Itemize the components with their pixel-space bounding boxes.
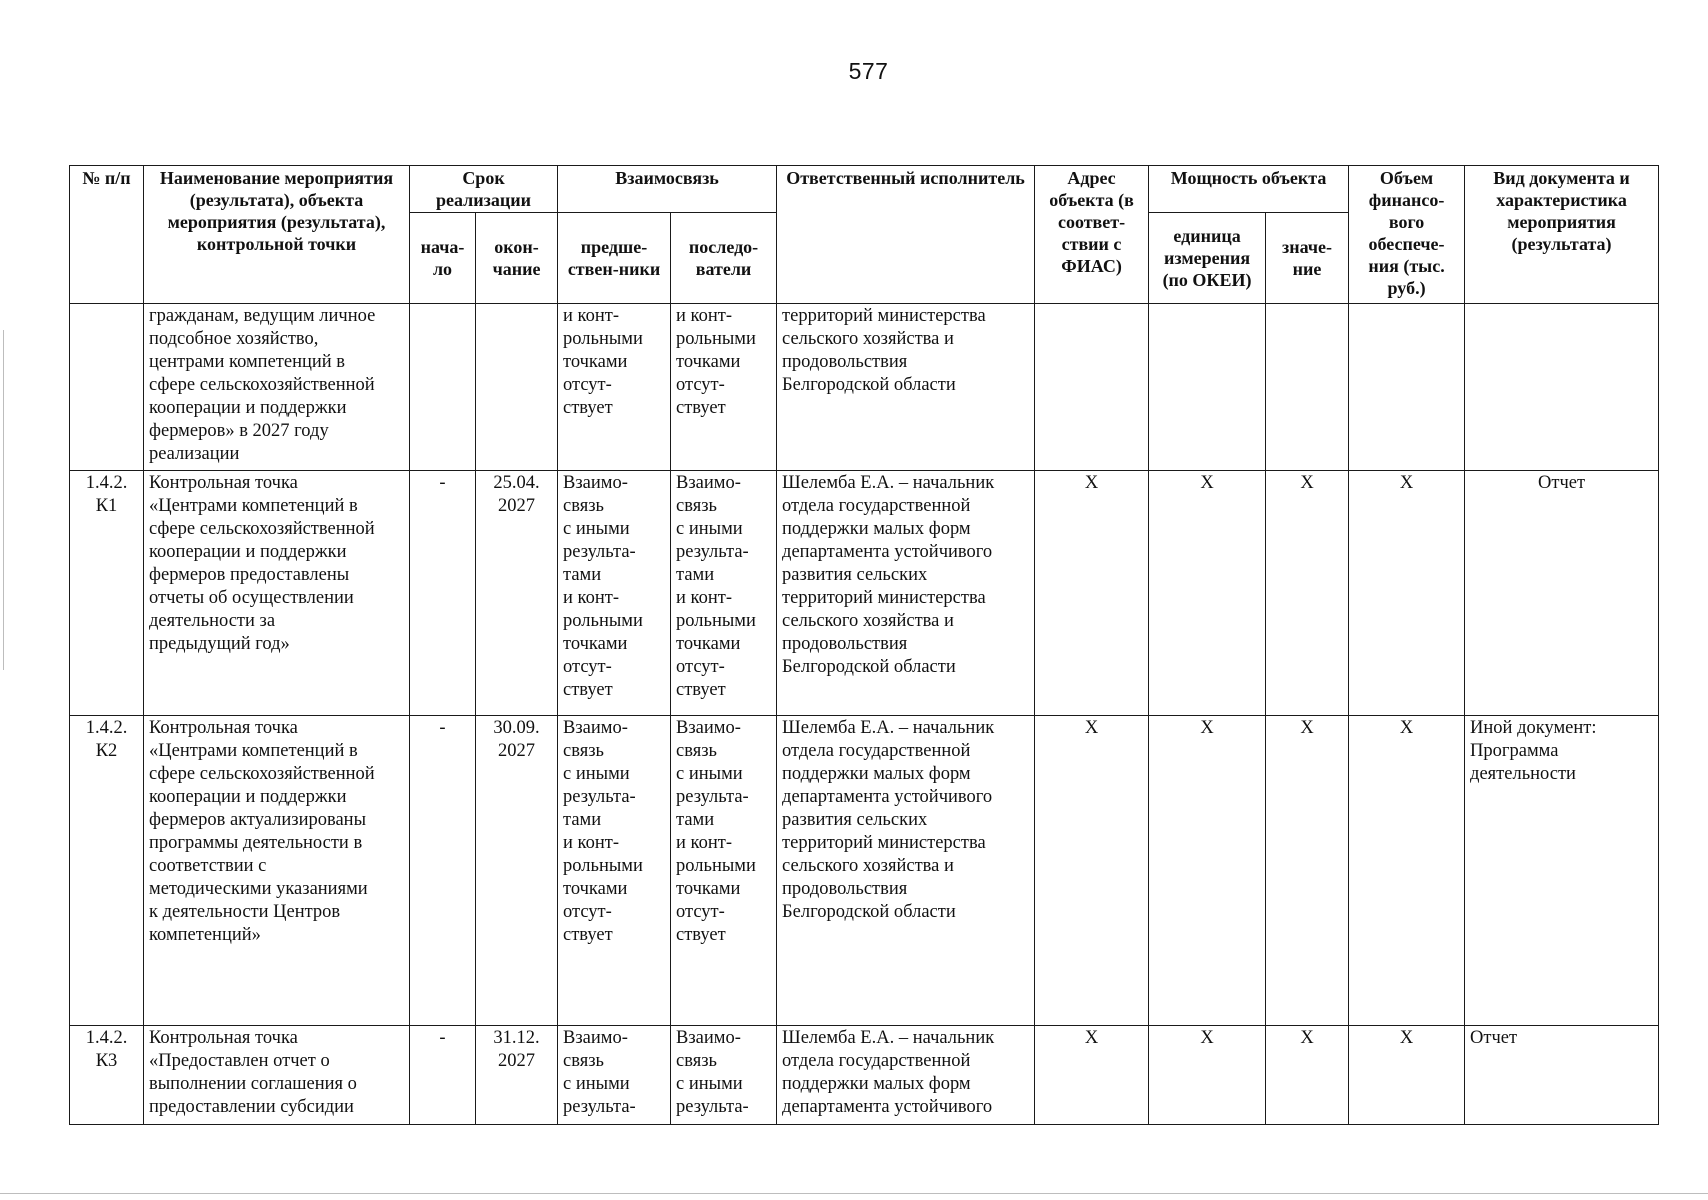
header-capacity-value: значе-ние	[1266, 213, 1349, 304]
header-link-next: последо-ватели	[671, 213, 777, 304]
cell-line: кооперации и поддержки	[149, 787, 347, 807]
cell-line: «Центрами компетенций в	[149, 496, 358, 516]
cell-line: с иными	[676, 1074, 743, 1094]
cell-line: компетенций»	[149, 925, 261, 945]
cell-line: центрами компетенций в	[149, 352, 346, 372]
row-predecessors	[558, 1026, 671, 1125]
cell-line: Контрольная точка	[149, 473, 298, 493]
row-capacity-unit: X	[1149, 1026, 1266, 1125]
cell-line: отсут-	[563, 375, 612, 395]
header-doc: Вид документа и характеристика мероприятия (результата)	[1465, 166, 1659, 304]
row-capacity-unit: X	[1149, 471, 1266, 716]
cell-line: продовольствия	[782, 879, 908, 899]
cell-line: Иной документ:	[1470, 718, 1597, 738]
row-start: -	[410, 1026, 476, 1125]
header-term-start: нача-ло	[410, 213, 476, 304]
cell-line: поддержки малых форм	[782, 764, 971, 784]
table-row	[70, 304, 1659, 471]
cell-line: гражданам, ведущим личное	[149, 306, 376, 326]
header-term-end: окон-чание	[476, 213, 558, 304]
row-finance: X	[1349, 716, 1465, 1026]
row-successors	[671, 304, 777, 471]
row-name	[144, 471, 410, 716]
cell-line: точками	[676, 634, 741, 654]
row-capacity-value: X	[1266, 471, 1349, 716]
cell-line: результа-	[676, 787, 749, 807]
cell-line: сфере сельскохозяйственной	[149, 764, 375, 784]
row-document: Отчет	[1465, 471, 1659, 716]
row-name	[144, 716, 410, 1026]
row-capacity-value: X	[1266, 1026, 1349, 1125]
cell-line: ствует	[563, 680, 613, 700]
cell-line: Шелемба Е.А. – начальник	[782, 1028, 995, 1048]
cell-line: результа-	[563, 1097, 636, 1117]
cell-line: и конт-	[563, 833, 619, 853]
row-document: Отчет	[1465, 1026, 1659, 1125]
cell-line: связь	[676, 741, 717, 761]
header-executor: Ответственный исполнитель	[777, 166, 1035, 304]
cell-line: с иными	[563, 519, 630, 539]
cell-line: Взаимо-	[563, 473, 628, 493]
cell-line: к деятельности Центров	[149, 902, 341, 922]
cell-line: с иными	[676, 764, 743, 784]
cell-line: и конт-	[676, 588, 732, 608]
cell-line: Взаимо-	[676, 473, 741, 493]
row-number: 1.4.2. К3	[70, 1026, 144, 1125]
row-predecessors	[558, 304, 671, 471]
cell-line: деятельности	[1470, 764, 1576, 784]
cell-line: поддержки малых форм	[782, 519, 971, 539]
row-successors	[671, 471, 777, 716]
cell-line: точками	[563, 352, 628, 372]
cell-line: отсут-	[676, 375, 725, 395]
cell-line: ствует	[676, 925, 726, 945]
cell-line: тами	[676, 565, 715, 585]
table-row	[70, 471, 1659, 716]
row-executor	[777, 304, 1035, 471]
row-capacity-unit: X	[1149, 716, 1266, 1026]
cell-line: Контрольная точка	[149, 718, 298, 738]
cell-line: отдела государственной	[782, 741, 971, 761]
cell-line: Шелемба Е.А. – начальник	[782, 718, 995, 738]
cell-line: рольными	[676, 329, 756, 349]
cell-line: с иными	[563, 764, 630, 784]
cell-line: ствует	[676, 680, 726, 700]
cell-line: связь	[676, 1051, 717, 1071]
cell-line: рольными	[563, 611, 643, 631]
cell-line: и конт-	[676, 833, 732, 853]
table-row	[70, 1026, 1659, 1125]
cell-line: развития сельских	[782, 810, 928, 830]
header-capacity: Мощность объекта	[1149, 166, 1349, 213]
scan-edge-bottom	[0, 1193, 1708, 1194]
cell-line: сфере сельскохозяйственной	[149, 375, 375, 395]
row-end: 25.04. 2027	[476, 471, 558, 716]
cell-line: сельского хозяйства и	[782, 611, 954, 631]
row-executor	[777, 1026, 1035, 1125]
header-name: Наименование мероприятия (результата), объекта мероприятия (результата), контрольной точки	[144, 166, 410, 304]
cell-line: отсут-	[563, 657, 612, 677]
cell-line: Взаимо-	[676, 1028, 741, 1048]
cell-line: территорий министерства	[782, 306, 986, 326]
cell-line: Белгородской области	[782, 375, 956, 395]
row-successors	[671, 716, 777, 1026]
cell-line: деятельности за	[149, 611, 276, 631]
row-capacity-value	[1266, 304, 1349, 471]
cell-line: тами	[563, 565, 602, 585]
cell-line: связь	[563, 741, 604, 761]
cell-line: подсобное хозяйство,	[149, 329, 319, 349]
cell-line: и конт-	[563, 306, 619, 326]
header-capacity-unit: единица измерения (по ОКЕИ)	[1149, 213, 1266, 304]
cell-line: отдела государственной	[782, 496, 971, 516]
header-address: Адрес объекта (в соответ-ствии с ФИАС)	[1035, 166, 1149, 304]
cell-line: ствует	[676, 398, 726, 418]
cell-line: точками	[563, 634, 628, 654]
cell-line: развития сельских	[782, 565, 928, 585]
cell-line: точками	[563, 879, 628, 899]
cell-line: поддержки малых форм	[782, 1074, 971, 1094]
cell-line: связь	[676, 496, 717, 516]
cell-line: результа-	[563, 542, 636, 562]
cell-line: отсут-	[676, 657, 725, 677]
cell-line: отдела государственной	[782, 1051, 971, 1071]
cell-line: департамента устойчивого	[782, 787, 993, 807]
row-end: 31.12. 2027	[476, 1026, 558, 1125]
cell-line: и конт-	[676, 306, 732, 326]
cell-line: предоставлении субсидии	[149, 1097, 354, 1117]
cell-line: соответствии с	[149, 856, 267, 876]
cell-line: департамента устойчивого	[782, 542, 993, 562]
row-executor	[777, 716, 1035, 1026]
cell-line: фермеров актуализированы	[149, 810, 366, 830]
table-row	[70, 716, 1659, 1026]
cell-line: сельского хозяйства и	[782, 329, 954, 349]
cell-line: отчеты об осуществлении	[149, 588, 354, 608]
row-end: 30.09. 2027	[476, 716, 558, 1026]
cell-line: Контрольная точка	[149, 1028, 298, 1048]
cell-line: связь	[563, 496, 604, 516]
cell-line: с иными	[676, 519, 743, 539]
cell-line: Взаимо-	[563, 718, 628, 738]
cell-line: рольными	[676, 856, 756, 876]
cell-line: территорий министерства	[782, 833, 986, 853]
cell-line: кооперации и поддержки	[149, 398, 347, 418]
row-document	[1465, 716, 1659, 1026]
row-number: 1.4.2. К2	[70, 716, 144, 1026]
cell-line: точками	[676, 352, 741, 372]
cell-line: кооперации и поддержки	[149, 542, 347, 562]
row-number	[70, 304, 144, 471]
scan-edge-left	[3, 330, 4, 670]
cell-line: фермеров» в 2027 году	[149, 421, 329, 441]
header-term: Срок реализации	[410, 166, 558, 213]
cell-line: результа-	[563, 787, 636, 807]
cell-line: рольными	[563, 329, 643, 349]
header-num: № п/п	[70, 166, 144, 304]
cell-line: Взаимо-	[563, 1028, 628, 1048]
cell-line: фермеров предоставлены	[149, 565, 350, 585]
cell-line: продовольствия	[782, 352, 908, 372]
cell-line: результа-	[676, 1097, 749, 1117]
row-address: X	[1035, 1026, 1149, 1125]
cell-line: и конт-	[563, 588, 619, 608]
cell-line: рольными	[676, 611, 756, 631]
cell-line: методическими указаниями	[149, 879, 368, 899]
cell-line: реализации	[149, 444, 240, 464]
row-executor	[777, 471, 1035, 716]
header-link: Взаимосвязь	[558, 166, 777, 213]
row-finance	[1349, 304, 1465, 471]
cell-line: «Центрами компетенций в	[149, 741, 358, 761]
cell-line: продовольствия	[782, 634, 908, 654]
header-link-prev: предше-ствен-ники	[558, 213, 671, 304]
row-address: X	[1035, 716, 1149, 1026]
row-name	[144, 1026, 410, 1125]
row-end	[476, 304, 558, 471]
cell-line: Шелемба Е.А. – начальник	[782, 473, 995, 493]
cell-line: отсут-	[563, 902, 612, 922]
cell-line: точками	[676, 879, 741, 899]
cell-line: Взаимо-	[676, 718, 741, 738]
row-successors	[671, 1026, 777, 1125]
table-body	[70, 304, 1659, 1125]
cell-line: «Предоставлен отчет о	[149, 1051, 330, 1071]
cell-line: рольными	[563, 856, 643, 876]
row-number: 1.4.2. К1	[70, 471, 144, 716]
cell-line: Белгородской области	[782, 657, 956, 677]
row-capacity-unit	[1149, 304, 1266, 471]
row-finance: X	[1349, 1026, 1465, 1125]
cell-line: с иными	[563, 1074, 630, 1094]
row-start: -	[410, 716, 476, 1026]
cell-line: тами	[676, 810, 715, 830]
cell-line: сельского хозяйства и	[782, 856, 954, 876]
cell-line: территорий министерства	[782, 588, 986, 608]
cell-line: предыдущий год»	[149, 634, 290, 654]
row-finance: X	[1349, 471, 1465, 716]
plan-table	[69, 165, 1659, 1125]
row-start: -	[410, 471, 476, 716]
cell-line: Белгородской области	[782, 902, 956, 922]
cell-line: программы деятельности в	[149, 833, 363, 853]
row-predecessors	[558, 716, 671, 1026]
cell-line: департамента устойчивого	[782, 1097, 993, 1117]
row-address: X	[1035, 471, 1149, 716]
row-capacity-value: X	[1266, 716, 1349, 1026]
row-document	[1465, 304, 1659, 471]
cell-line: Программа	[1470, 741, 1559, 761]
cell-line: ствует	[563, 398, 613, 418]
row-address	[1035, 304, 1149, 471]
row-start	[410, 304, 476, 471]
page-number: 577	[848, 58, 889, 84]
cell-line: отсут-	[676, 902, 725, 922]
row-name	[144, 304, 410, 471]
cell-line: сфере сельскохозяйственной	[149, 519, 375, 539]
cell-line: связь	[563, 1051, 604, 1071]
cell-line: тами	[563, 810, 602, 830]
cell-line: выполнении соглашения о	[149, 1074, 357, 1094]
cell-line: результа-	[676, 542, 749, 562]
row-predecessors	[558, 471, 671, 716]
header-finance: Объем финансо-вого обеспече-ния (тыс. руб.)	[1349, 166, 1465, 304]
cell-line: ствует	[563, 925, 613, 945]
